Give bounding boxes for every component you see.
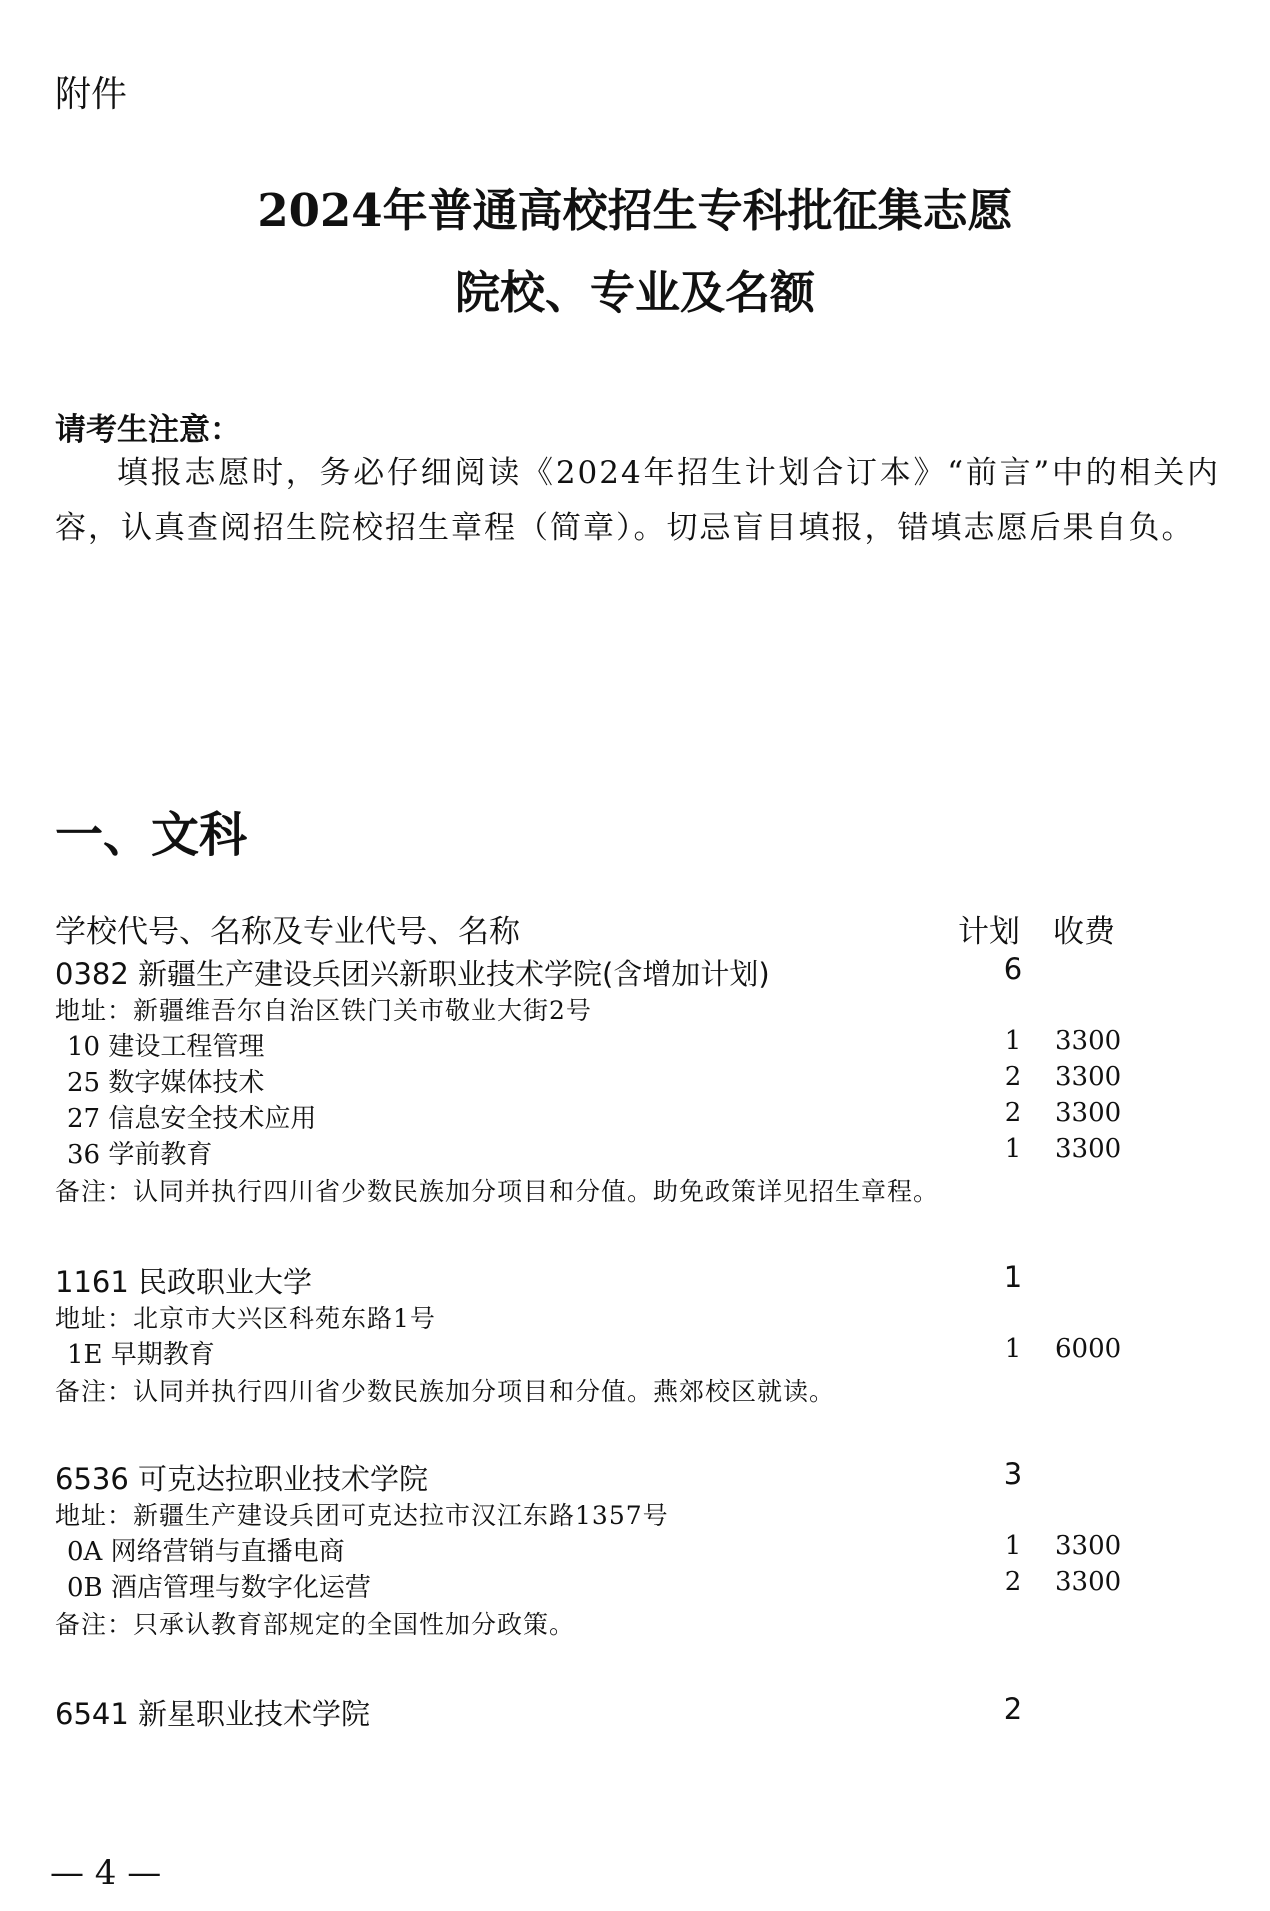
school-name: 1161 民政职业大学 bbox=[55, 1265, 313, 1299]
school-note: 备注：认同并执行四川省少数民族加分项目和分值。助免政策详见招生章程。 bbox=[55, 1177, 940, 1206]
major-fee: 3300 bbox=[1055, 1134, 1122, 1164]
notice-heading: 请考生注意： bbox=[55, 412, 241, 448]
major-fee: 3300 bbox=[1055, 1026, 1122, 1056]
major-plan: 1 bbox=[1004, 1134, 1022, 1164]
major-plan: 2 bbox=[1004, 1567, 1022, 1597]
major-fee: 6000 bbox=[1055, 1334, 1122, 1364]
major-name: 1E 早期教育 bbox=[67, 1340, 215, 1370]
school-address: 地址：新疆生产建设兵团可克达拉市汉江东路1357号 bbox=[55, 1501, 669, 1530]
document-title-line-1: 2024年普通高校招生专科批征集志愿 bbox=[257, 184, 1013, 237]
major-name: 0A 网络营销与直播电商 bbox=[67, 1537, 345, 1567]
notice-body: 填报志愿时，务必仔细阅读《2024年招生计划合订本》“前言”中的相关内容，认真查阅招生院校招生章程（简章）。切忌盲目填报，错填志愿后果自负。 bbox=[55, 455, 1220, 546]
school-note: 备注：认同并执行四川省少数民族加分项目和分值。燕郊校区就读。 bbox=[55, 1377, 836, 1406]
school-plan: 2 bbox=[1003, 1692, 1023, 1726]
document-title-line-2: 院校、专业及名额 bbox=[454, 266, 815, 319]
major-name: 27 信息安全技术应用 bbox=[67, 1104, 317, 1134]
table-header-fee: 收费 bbox=[1053, 914, 1115, 950]
major-name: 0B 酒店管理与数字化运营 bbox=[67, 1573, 371, 1603]
major-plan: 2 bbox=[1004, 1098, 1022, 1128]
major-plan: 1 bbox=[1004, 1026, 1022, 1056]
school-plan: 1 bbox=[1003, 1260, 1023, 1294]
section-title: 一、文科 bbox=[55, 807, 248, 863]
table-header-plan: 计划 bbox=[958, 914, 1020, 950]
school-name: 6536 可克达拉职业技术学院 bbox=[55, 1462, 429, 1496]
page-number: — 4 — bbox=[50, 1853, 162, 1893]
attachment-label: 附件 bbox=[55, 74, 128, 115]
major-plan: 1 bbox=[1004, 1334, 1022, 1364]
school-name: 6541 新星职业技术学院 bbox=[55, 1697, 371, 1731]
major-fee: 3300 bbox=[1055, 1567, 1122, 1597]
school-note: 备注：只承认教育部规定的全国性加分政策。 bbox=[55, 1610, 576, 1639]
major-fee: 3300 bbox=[1055, 1098, 1122, 1128]
major-plan: 2 bbox=[1004, 1062, 1022, 1092]
school-name: 0382 新疆生产建设兵团兴新职业技术学院(含增加计划) bbox=[55, 957, 770, 991]
school-address: 地址：新疆维吾尔自治区铁门关市敬业大街2号 bbox=[55, 996, 592, 1025]
major-name: 10 建设工程管理 bbox=[67, 1032, 265, 1062]
major-name: 25 数字媒体技术 bbox=[67, 1068, 265, 1098]
table-header-name: 学校代号、名称及专业代号、名称 bbox=[55, 914, 520, 950]
major-fee: 3300 bbox=[1055, 1531, 1122, 1561]
major-name: 36 学前教育 bbox=[67, 1140, 213, 1170]
school-address: 地址：北京市大兴区科苑东路1号 bbox=[55, 1304, 436, 1333]
major-plan: 1 bbox=[1004, 1531, 1022, 1561]
school-plan: 3 bbox=[1003, 1457, 1023, 1491]
school-plan: 6 bbox=[1003, 952, 1023, 986]
major-fee: 3300 bbox=[1055, 1062, 1122, 1092]
